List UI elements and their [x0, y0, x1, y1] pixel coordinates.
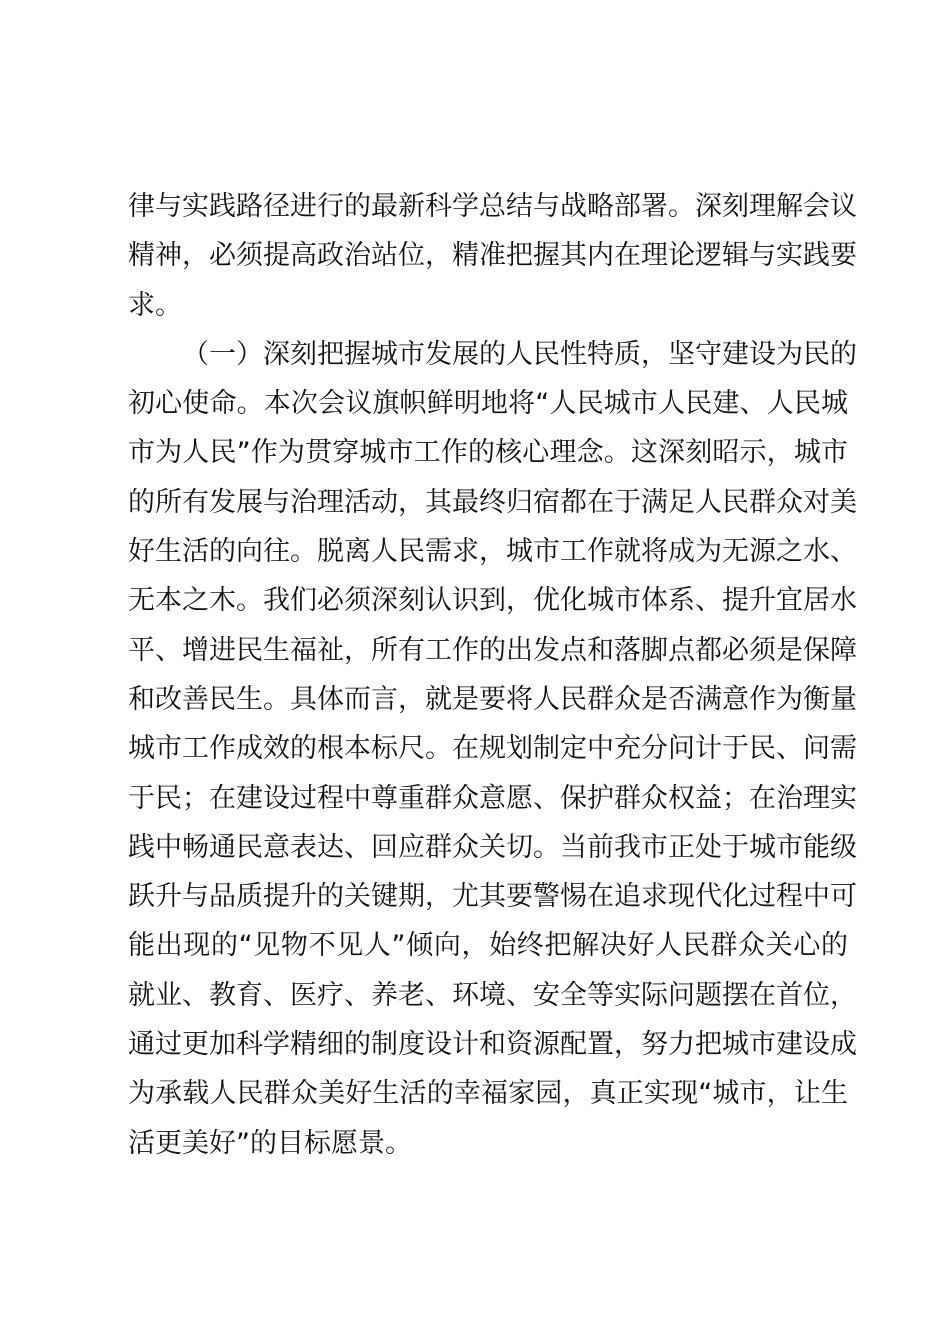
text-line: 践中畅通民意表达、回应群众关切。当前我市正处于城市能级: [128, 831, 857, 863]
text-line: 求。: [128, 289, 182, 321]
text-line: 活更美好”的目标愿景。: [128, 1127, 412, 1159]
text-line: 就业、教育、医疗、养老、环境、安全等实际问题摆在首位，: [128, 979, 857, 1011]
text-line: 初心使命。本次会议旗帜鲜明地将“人民城市人民建、人民城: [128, 388, 848, 420]
text-line: 精神，必须提高政治站位，精准把握其内在理论逻辑与实践要: [128, 240, 857, 272]
text-line: 于民；在建设过程中尊重群众意愿、保护群众权益；在治理实: [128, 782, 857, 814]
text-line: 能出现的“见物不见人”倾向，始终把解决好人民群众关心的: [128, 930, 848, 962]
body-text: [128, 182, 857, 1168]
text-line: 的所有发展与治理活动，其最终归宿都在于满足人民群众对美: [128, 486, 857, 518]
text-line: 无本之木。我们必须深刻认识到，优化城市体系、提升宜居水: [128, 585, 857, 617]
paragraph-continuation: [128, 182, 857, 330]
section-heading-line: （一）深刻把握城市发展的人民性特质，坚守建设为民的: [182, 338, 857, 370]
text-line: 和改善民生。具体而言，就是要将人民群众是否满意作为衡量: [128, 683, 857, 715]
text-line: 通过更加科学精细的制度设计和资源配置，努力把城市建设成: [128, 1029, 857, 1061]
text-line: 城市工作成效的根本标尺。在规划制定中充分问计于民、问需: [128, 733, 857, 765]
text-line: 市为人民”作为贯穿城市工作的核心理念。这深刻昭示，城市: [128, 437, 848, 469]
paragraph-section-one: [128, 330, 857, 1168]
text-line: 好生活的向往。脱离人民需求，城市工作就将成为无源之水、: [128, 536, 857, 568]
text-line: 律与实践路径进行的最新科学总结与战略部署。深刻理解会议: [128, 191, 857, 222]
text-line: 为承载人民群众美好生活的幸福家园，真正实现“城市，让生: [128, 1078, 848, 1110]
text-line: 跃升与品质提升的关键期，尤其要警惕在追求现代化过程中可: [128, 881, 857, 913]
text-line: 平、增进民生福祉，所有工作的出发点和落脚点都必须是保障: [128, 634, 857, 666]
